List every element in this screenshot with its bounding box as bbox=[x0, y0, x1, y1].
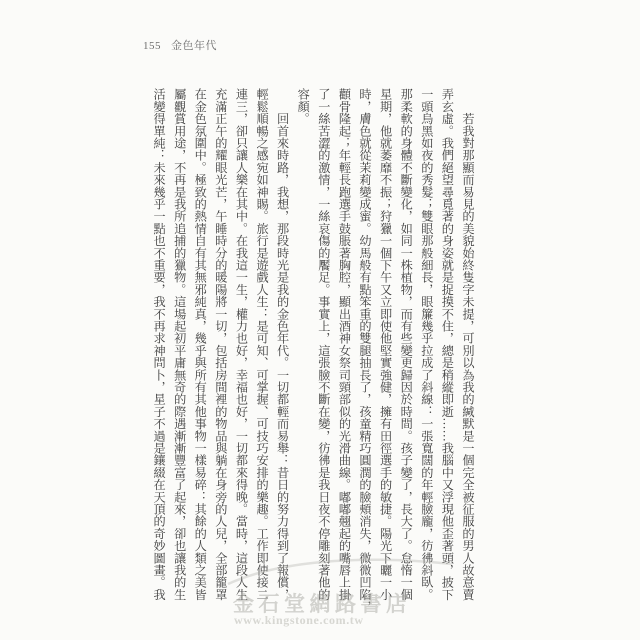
text-column: 了一絲苦澀的激情，一絲哀傷的饜足。事實上，這張臉不斷在變，彷彿是我日夜不停雕刻著他的 bbox=[316, 88, 331, 601]
text-column: 充滿正午的耀眼光芒，午睡時分的暖陽將一切，包括房間裡的物品與躺在身旁的人兒，全部籠罩 bbox=[213, 88, 228, 601]
chapter-title: 金色年代 bbox=[171, 40, 217, 52]
text-column: 在金色氛圍中。極致的熱情自有其無邪純真，幾乎與所有其他事物一樣易碎：其餘的人類之美皆 bbox=[193, 88, 208, 601]
page-number: 155 bbox=[143, 40, 161, 52]
text-column: 星期，他就萎靡不振；狩獵一個下午又立即使他堅實強健，擁有田徑選手的敏捷。陽光下曬一小 bbox=[378, 88, 393, 601]
text-column: 輕鬆順暢之感宛如神賜。旅行是遊戲人生：是可知、可掌握、可技巧安排的樂趣。工作即使接二 bbox=[255, 88, 270, 601]
body-text-columns bbox=[149, 88, 479, 613]
text-column: 若我對那顯而易見的美貌始終隻字未提，可別以為我的緘默是一個完全被征服的男人故意賣 bbox=[461, 88, 475, 601]
text-column: 顴骨隆起；年輕長跑選手鼓脹著胸腔，顯出酒神女祭司頸部似的光滑曲線。嘟嘟翹起的嘴唇上掛 bbox=[337, 88, 352, 601]
text-column: 回首來時路，我想，那段時光是我的金色年代。一切都輕而易舉：昔日的努力得到了報償， bbox=[275, 88, 290, 601]
text-column: 活變得單純：未來幾乎一點也不重要，我不再求神問卜，星子不過是鑲綴在天頂的奇妙圖畫。我 bbox=[152, 88, 167, 601]
text-column: 時，膚色就從茉莉變成蜜。幼馬般有點笨重的雙腿抽長了，孩童精巧圓潤的臉頰消失，微微凹陷， bbox=[358, 88, 373, 613]
watermark-url: www.kingstone.com.tw bbox=[234, 613, 364, 627]
text-column: 連三，卻只讓人樂在其中。在我這一生，權力也好，幸福也好，一切都來得晚。當時，這段人生 bbox=[234, 88, 249, 601]
text-column: 一頭烏黑如夜的秀髮；雙眼那般細長，眼簾幾乎拉成了斜線：一張寬闊的年輕臉龐，彷彿斜臥。 bbox=[419, 88, 434, 601]
text-column: 容顏。 bbox=[296, 88, 311, 125]
watermark-store-name: 金石堂網路書店 bbox=[233, 592, 412, 616]
text-column: 弄玄虛。我們絕望尋覓著的身姿就是捉摸不住，總是稍縱即逝……我腦中又浮現他歪著頭，披下 bbox=[440, 88, 455, 601]
text-column: 屬觀賞用途，不再是我所追捕的獵物。這場起初平庸無奇的際遇漸漸豐富了起來，卻也讓我的生 bbox=[172, 88, 187, 601]
running-head bbox=[143, 37, 217, 53]
text-column: 那柔軟的身體不斷變化，如同一株植物，而有些變更歸因於時間。孩子變了，長大了。怠惰一個 bbox=[399, 88, 414, 601]
